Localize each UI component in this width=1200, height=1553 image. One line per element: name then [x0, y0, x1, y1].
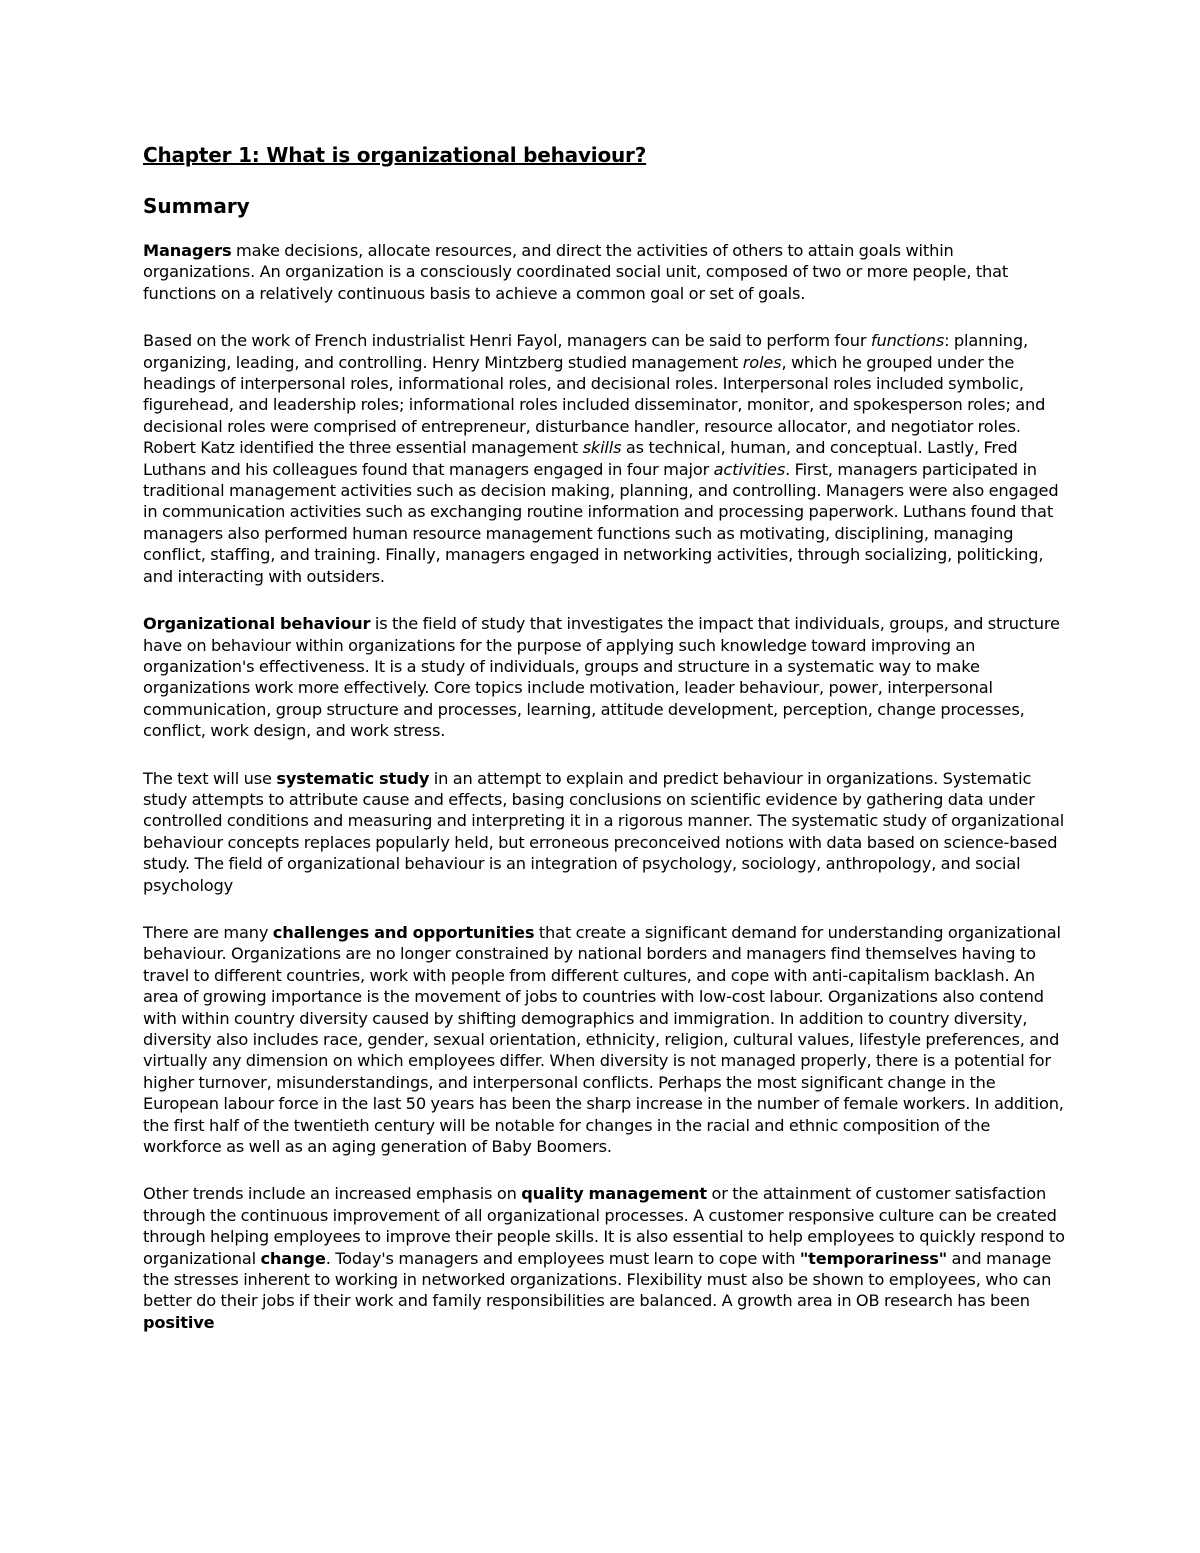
- chapter-title: Chapter 1: What is organizational behaviour?: [143, 143, 647, 167]
- text-run: : planning, organizing, leading, and controlling. Henry Mintzberg studied management: [143, 331, 1028, 372]
- bold-term: Managers: [143, 241, 232, 260]
- text-run: Based on the work of French industrialist Henri Fayol, managers can be said to perform four: [143, 331, 871, 351]
- body-paragraph: [143, 240, 1068, 304]
- text-run: , which he grouped under the headings of interpersonal roles, informational roles, and decisional roles. Interpersonal roles included symbolic, figurehead, and leadership roles; informational roles included disseminator, monitor, and spokesperson roles; and decisional roles were comprised of entrepreneur, disturbance handler, resource allocator, and negotiator roles. Robert Katz identified the three essential management: [143, 352, 1046, 458]
- text-run: . Today's managers and employees must learn to cope with: [325, 1248, 800, 1268]
- text-run: in an attempt to explain and predict behaviour in organizations. Systematic study attempts to attribute cause and effects, basing conclusions on scientific evidence by gathering data under controlled conditions and measuring and interpreting it in a rigorous manner. The systematic study of organizational behaviour concepts replaces popularly held, but erroneous preconceived notions with data based on science-based study. The field of organizational behaviour is an integration of psychology, sociology, anthropology, and social psychology: [143, 768, 1065, 895]
- italic-term: roles: [742, 352, 782, 372]
- body-paragraph: [143, 768, 1068, 896]
- italic-term: functions: [870, 331, 945, 351]
- document-body: [143, 240, 1068, 1333]
- text-run: Other trends include an increased emphasis on: [143, 1184, 522, 1204]
- text-run: . First, managers participated in traditional management activities such as decision making, planning, and controlling. Managers were also engaged in communication activities such as exchanging routine information and processing paperwork. Luthans found that managers also performed human resource management functions such as motivating, disciplining, managing conflict, staffing, and training. Finally, managers engaged in networking activities, through socializing, politicking, and interacting with outsiders.: [143, 459, 1059, 586]
- text-run: There are many: [143, 922, 273, 942]
- document-page: [143, 140, 1068, 1359]
- text-run: as technical, human, and conceptual. Lastly, Fred Luthans and his colleagues found that managers engaged in four major: [143, 438, 1018, 479]
- text-run: make decisions, allocate resources, and direct the activities of others to attain goals within organizations. An organization is a consciously coordinated social unit, composed of two or more people, that functions on a relatively continuous basis to achieve a common goal or set of goals.: [143, 241, 1009, 303]
- text-run: or the attainment of customer satisfaction through the continuous improvement of all organizational processes. A customer responsive culture can be created through helping employees to improve their people skills. It is also essential to help employees to quickly respond to organizational: [143, 1184, 1065, 1268]
- bold-term: change: [260, 1248, 326, 1268]
- italic-term: skills: [582, 438, 622, 458]
- text-run: that create a significant demand for understanding organizational behaviour. Organizations are no longer constrained by national borders and managers find themselves having to travel to different countries, work with people from different cultures, and cope with anti-capitalism backlash. An area of growing importance is the movement of jobs to countries with low-cost labour. Organizations also contend with within country diversity caused by shifting demographics and immigration. In addition to country diversity, diversity also includes race, gender, sexual orientation, ethnicity, religion, cultural values, lifestyle preferences, and virtually any dimension on which employees differ. When diversity is not managed properly, there is a potential for higher turnover, misunderstandings, and interpersonal conflicts. Perhaps the most significant change in the European labour force in the last 50 years has been the sharp increase in the number of female workers. In addition, the first half of the twentieth century will be notable for changes in the racial and ethnic composition of the workforce as well as an aging generation of Baby Boomers.: [143, 922, 1064, 1157]
- body-paragraph: [143, 330, 1068, 587]
- bold-term: systematic study: [276, 768, 430, 788]
- italic-term: activities: [713, 459, 786, 479]
- section-heading: Summary: [143, 194, 250, 218]
- bold-term: "temporariness": [799, 1248, 948, 1268]
- bold-term: quality management: [521, 1184, 707, 1204]
- body-paragraph: [143, 922, 1068, 1157]
- text-run: and manage the stresses inherent to working in networked organizations. Flexibility must also be shown to employees, who can better do their jobs if their work and family responsibilities are balanced. A growth area in OB research has been: [143, 1248, 1052, 1311]
- bold-term: positive: [143, 1312, 215, 1332]
- bold-term: Organizational behaviour: [143, 614, 371, 634]
- text-run: is the field of study that investigates the impact that individuals, groups, and structure have on behaviour within organizations for the purpose of applying such knowledge toward improving an organization's effectiveness. It is a study of individuals, groups and structure in a systematic way to make organizations work more effectively. Core topics include motivation, leader behaviour, power, interpersonal communication, group structure and processes, learning, attitude development, perception, change processes, conflict, work design, and work stress.: [143, 614, 1060, 741]
- bold-term: challenges and opportunities: [272, 922, 535, 942]
- body-paragraph: [143, 1183, 1068, 1333]
- body-paragraph: [143, 613, 1068, 741]
- text-run: The text will use: [143, 768, 277, 788]
